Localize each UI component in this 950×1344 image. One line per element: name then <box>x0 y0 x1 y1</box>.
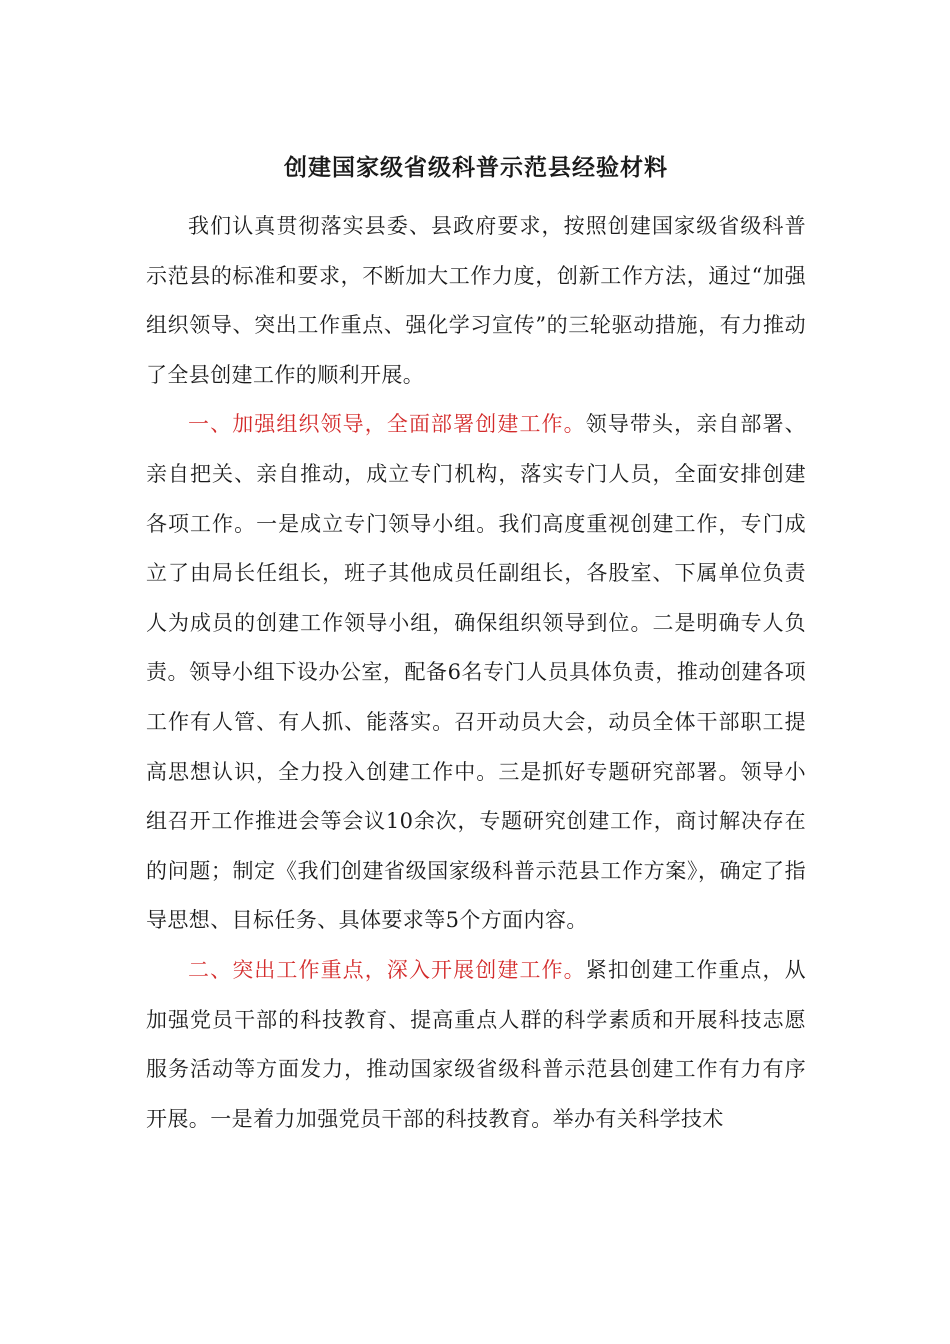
intro-paragraph: 我们认真贯彻落实县委、县政府要求，按照创建国家级省级科普示范县的标准和要求，不断加大工作力度，创新工作方法，通过“加强组织领导、突出工作重点、强化学习宣传”的三轮驱动措施，有力推动了全县创建工作的顺利开展。 <box>146 214 806 387</box>
section-1-paragraph <box>146 400 806 946</box>
section-1-heading: 一、加强组织领导，全面部署创建工作。 <box>188 412 586 437</box>
section-2-paragraph <box>146 946 806 1144</box>
section-2-body: 紧扣创建工作重点，从加强党员干部的科技教育、提高重点人群的科学素质和开展科技志愿服务活动等方面发力，推动国家级省级科普示范县创建工作有力有序开展。一是着力加强党员干部的科技教育。举办有关科学技术 <box>146 957 806 1131</box>
document-page <box>146 148 806 1144</box>
section-1-body: 领导带头，亲自部署、亲自把关、亲自推动，成立专门机构，落实专门人员，全面安排创建各项工作。一是成立专门领导小组。我们高度重视创建工作，专门成立了由局长任组长，班子其他成员任副组长，各股室、下属单位负责人为成员的创建工作领导小组，确保组织领导到位。二是明确专人负责。领导小组下设办公室，配备6名专门人员具体负责，推动创建各项工作有人管、有人抓、能落实。召开动员大会，动员全体干部职工提高思想认识，全力投入创建工作中。三是抓好专题研究部署。领导小组召开工作推进会等会议10余次，专题研究创建工作，商讨解决存在的问题；制定《我们创建省级国家级科普示范县工作方案》，确定了指导思想、目标任务、具体要求等5个方面内容。 <box>146 412 806 933</box>
document-title: 创建国家级省级科普示范县经验材料 <box>284 154 668 181</box>
section-2-heading: 二、突出工作重点，深入开展创建工作。 <box>188 957 586 982</box>
